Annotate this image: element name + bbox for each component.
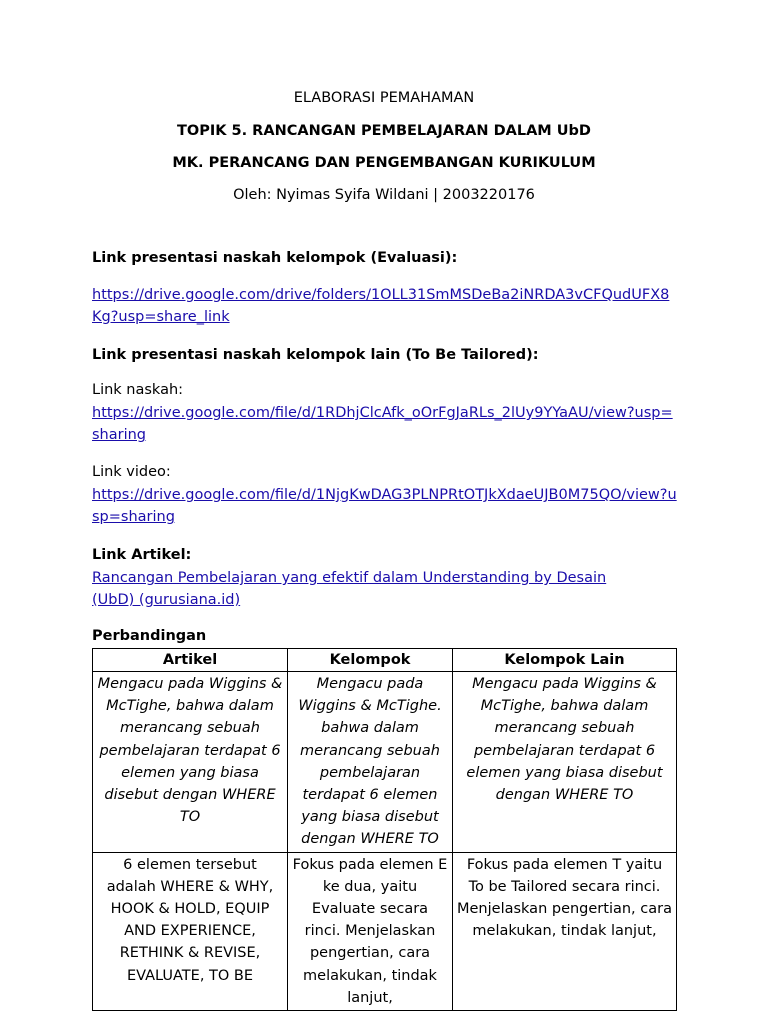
table-cell: 6 elemen tersebut adalah WHERE & WHY, HOOK & HOLD, EQUIP AND EXPERIENCE, RETHINK & REVISE, EVALUATE, TO BE [93,852,288,1010]
table-cell: Mengacu pada Wiggins & McTighe, bahwa dalam merancang sebuah pembelajaran terdapat 6 elemen yang biasa disebut dengan WHERE TO [453,672,677,853]
doc-author: Oleh: Nyimas Syifa Wildani | 2003220176 [233,187,535,203]
table-row [93,672,677,853]
link-naskah-url[interactable]: https://drive.google.com/file/d/1RDhjClcAfk_oOrFgJaRLs_2lUy9YYaAU/view?usp=sharing [92,405,673,443]
link-kelompok-url[interactable]: https://drive.google.com/drive/folders/1OLL31SmMSDeBa2iNRDA3vCFQudUFX8Kg?usp=share_link [92,287,670,325]
link-video-label: Link video: [92,464,171,480]
table-cell: Fokus pada elemen T yaitu To be Tailored secara rinci. Menjelaskan pengertian, cara melakukan, tindak lanjut, [453,852,677,1010]
header-artikel: Artikel [93,649,288,672]
link-kelompok-label: Link presentasi naskah kelompok (Evaluasi): [92,250,458,266]
header-kelompok-lain: Kelompok Lain [453,649,677,672]
doc-title: ELABORASI PEMAHAMAN [293,90,475,106]
table-row [93,852,677,1010]
doc-topic: TOPIK 5. RANCANGAN PEMBELAJARAN DALAM UbD [177,123,591,139]
link-artikel-label: Link Artikel: [92,547,192,563]
table-header-row [93,649,677,672]
comparison-table [92,648,677,1011]
link-kelompok-block [92,284,672,328]
doc-course: MK. PERANCANG DAN PENGEMBANGAN KURIKULUM [172,155,596,171]
link-artikel-block [92,567,652,611]
link-naskah-label: Link naskah: [92,382,184,398]
table-cell: Mengacu pada Wiggins & McTighe, bahwa dalam merancang sebuah pembelajaran terdapat 6 elemen yang biasa disebut dengan WHERE TO [93,672,288,853]
link-video-block [92,484,680,528]
link-artikel-url[interactable]: Rancangan Pembelajaran yang efektif dalam Understanding by Desain (UbD) (gurusiana.id) [92,570,607,608]
link-naskah-block [92,402,677,446]
link-lain-label: Link presentasi naskah kelompok lain (To Be Tailored): [92,347,539,363]
link-video-url[interactable]: https://drive.google.com/file/d/1NjgKwDAG3PLNPRtOTJkXdaeUJB0M75QO/view?usp=sharing [92,487,677,525]
header-kelompok: Kelompok [288,649,453,672]
table-cell: Mengacu pada Wiggins & McTighe. bahwa dalam merancang sebuah pembelajaran terdapat 6 elemen yang biasa disebut dengan WHERE TO [288,672,453,853]
perbandingan-heading: Perbandingan [92,628,207,644]
table-cell: Fokus pada elemen E ke dua, yaitu Evaluate secara rinci. Menjelaskan pengertian, cara melakukan, tindak lanjut, [288,852,453,1010]
